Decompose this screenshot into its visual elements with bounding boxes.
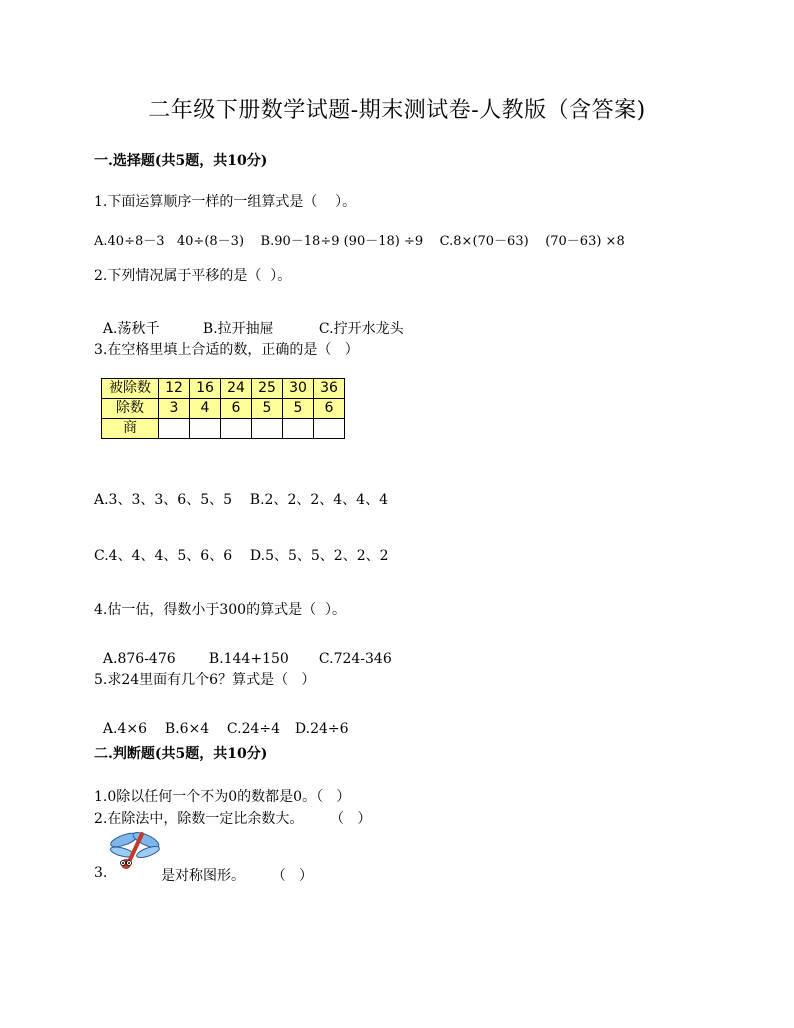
divisor-cell: 3	[159, 399, 190, 419]
option-c: C.拧开水龙头	[318, 321, 404, 337]
question-1-1-stem: 1.下面运算顺序一样的一组算式是（ ）。	[94, 194, 357, 210]
question-1-4-stem: 4.估一估，得数小于300的算式是（ ）。	[94, 602, 346, 618]
question-2-2: 2.在除法中，除数一定比余数大。 （ ）	[94, 811, 372, 827]
option-c: C.24÷4	[226, 721, 281, 737]
option-d: D.24÷6	[294, 721, 349, 737]
option-a: A.4×6	[102, 721, 148, 737]
question-1-3-stem: 3.在空格里填上合适的数，正确的是（ ）	[94, 342, 359, 358]
divisor-cell: 5	[252, 399, 283, 419]
quotient-cell	[252, 419, 283, 439]
option-a: A.876-476	[102, 651, 176, 667]
divisor-label: 除数	[102, 399, 159, 419]
dividend-cell: 24	[221, 379, 252, 399]
dividend-cell: 30	[283, 379, 314, 399]
division-table	[101, 378, 345, 439]
section-1-heading: 一.选择题(共5题，共10分)	[94, 153, 268, 169]
option-b: B.拉开抽屉	[202, 321, 274, 337]
quotient-cell	[314, 419, 345, 439]
quotient-cell	[159, 419, 190, 439]
question-1-5-options	[94, 705, 349, 737]
dragonfly-image	[106, 830, 162, 872]
dividend-cell: 12	[159, 379, 190, 399]
quotient-row	[102, 419, 345, 439]
question-1-4-options	[94, 635, 392, 667]
quotient-cell	[283, 419, 314, 439]
option-b: B.144+150	[208, 651, 289, 667]
divisor-row	[102, 399, 345, 419]
dividend-row	[102, 379, 345, 399]
question-2-1: 1.0除以任何一个不为0的数都是0。（ ）	[94, 789, 351, 805]
question-1-2-stem: 2.下列情况属于平移的是（ ）。	[94, 268, 292, 284]
dividend-label: 被除数	[102, 379, 159, 399]
quotient-cell	[221, 419, 252, 439]
option-c: C.724-346	[318, 651, 392, 667]
question-1-5-stem: 5.求24里面有几个6？算式是（ ）	[94, 672, 316, 688]
divisor-cell: 5	[283, 399, 314, 419]
divisor-cell: 4	[190, 399, 221, 419]
divisor-cell: 6	[221, 399, 252, 419]
question-1-1-options: A.40÷8－3 40÷(8－3) B.90－18÷9 (90－18) ÷9 C.8×(70－63) (70－63) ×8	[94, 234, 625, 249]
option-b: B.6×4	[164, 721, 210, 737]
quotient-cell	[190, 419, 221, 439]
question-1-3-options-line2: C.4、4、4、5、6、6 D.5、5、5、2、2、2	[94, 548, 389, 564]
quotient-label: 商	[102, 419, 159, 439]
dividend-cell: 36	[314, 379, 345, 399]
question-1-2-options	[94, 302, 404, 338]
page-title: 二年级下册数学试题-期末测试卷-人教版（含答案)	[148, 98, 646, 123]
divisor-cell: 6	[314, 399, 345, 419]
question-2-3-text: 是对称图形。 （ ）	[161, 868, 314, 884]
question-1-3-options-line1: A.3、3、3、6、5、5 B.2、2、2、4、4、4	[94, 492, 388, 508]
option-a: A.荡秋千	[102, 321, 160, 337]
dividend-cell: 25	[252, 379, 283, 399]
question-2-3-number: 3.	[94, 865, 108, 881]
dividend-cell: 16	[190, 379, 221, 399]
section-2-heading: 二.判断题(共5题，共10分)	[94, 746, 268, 762]
